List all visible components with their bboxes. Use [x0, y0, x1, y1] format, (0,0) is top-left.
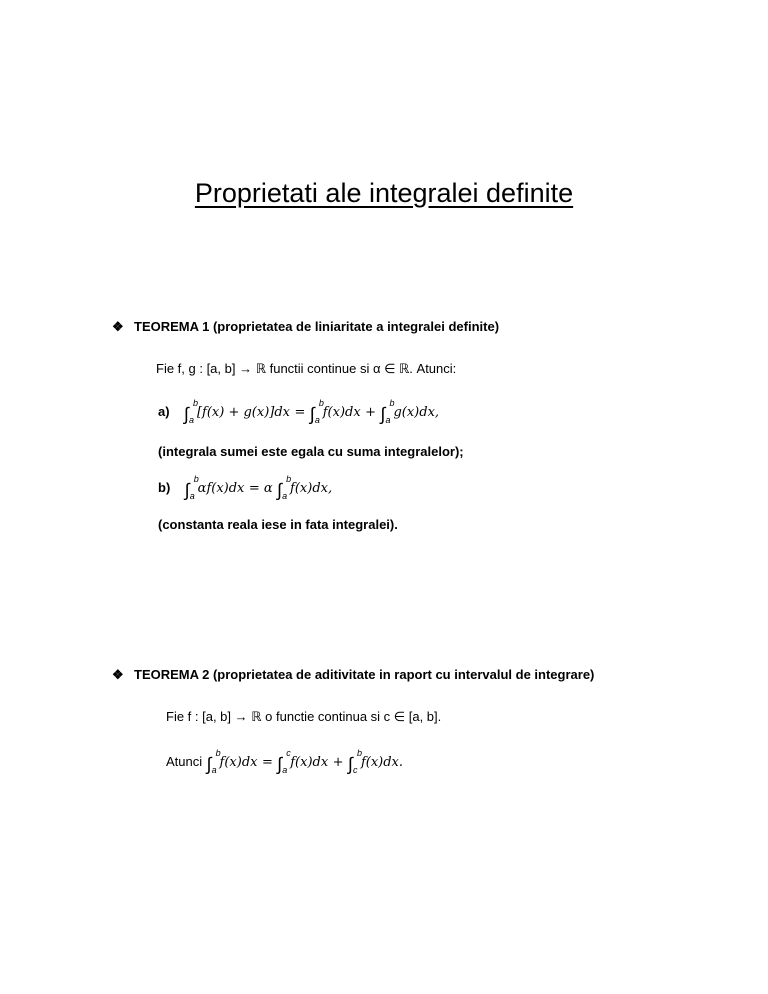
part-b-eq: = α — [248, 481, 273, 496]
integral-sign: ∫ b a — [309, 398, 324, 425]
integral-sign: ∫ b a — [184, 398, 199, 425]
integral-sign: ∫ b a — [380, 398, 395, 425]
theorem1-formula-a — [158, 398, 440, 425]
conclusion-prefix: Atunci — [166, 754, 203, 769]
theorem2-lhs: f(x)dx — [219, 755, 258, 770]
equals-sign: = — [261, 755, 273, 770]
theorem1-formula-b — [158, 474, 333, 501]
theorem2-formula — [166, 748, 404, 775]
integral-sign: ∫ b c — [348, 748, 363, 775]
plus-sign: + — [332, 755, 344, 770]
part-b-rhs: f(x)dx, — [290, 481, 333, 496]
part-a-note: (integrala sumei este egala cu suma integralelor); — [158, 444, 464, 459]
theorem2-heading-row — [112, 666, 594, 684]
page-title: Proprietati ale integralei definite — [194, 178, 574, 208]
part-b-lhs: αf(x)dx — [197, 481, 245, 496]
part-a-lhs: [f(x) + g(x)]dx — [196, 405, 290, 420]
integral-sign: ∫ c a — [277, 748, 291, 775]
part-a-term2: g(x)dx, — [393, 405, 440, 420]
part-b-label: b) — [158, 480, 171, 495]
bullet-diamond-icon: ❖ — [112, 319, 124, 334]
equals-sign: = — [294, 405, 306, 420]
theorem1-heading: TEOREMA 1 (proprietatea de liniaritate a integralei definite) — [134, 319, 500, 334]
theorem2-term2: f(x)dx. — [360, 755, 404, 770]
integral-sign: ∫ b a — [184, 474, 199, 501]
integral-sign: ∫ b a — [206, 748, 221, 775]
theorem2-heading: TEOREMA 2 (proprietatea de aditivitate in raport cu intervalul de integrare) — [134, 667, 595, 682]
bullet-diamond-icon: ❖ — [112, 667, 124, 682]
part-a-label: a) — [158, 404, 170, 419]
part-a-term1: f(x)dx — [322, 405, 361, 420]
theorem1-heading-row — [112, 318, 499, 336]
plus-sign: + — [365, 405, 377, 420]
theorem2-hypothesis: Fie f : [a, b] → ℝ o functie continua si c ∈ [a, b]. — [166, 709, 442, 724]
integral-sign: ∫ b a — [277, 474, 292, 501]
part-b-note: (constanta reala iese in fata integralei). — [158, 517, 398, 532]
theorem1-hypothesis: Fie f, g : [a, b] → ℝ functii continue si α ∈ ℝ. Atunci: — [156, 361, 457, 376]
theorem2-term1: f(x)dx — [290, 755, 329, 770]
